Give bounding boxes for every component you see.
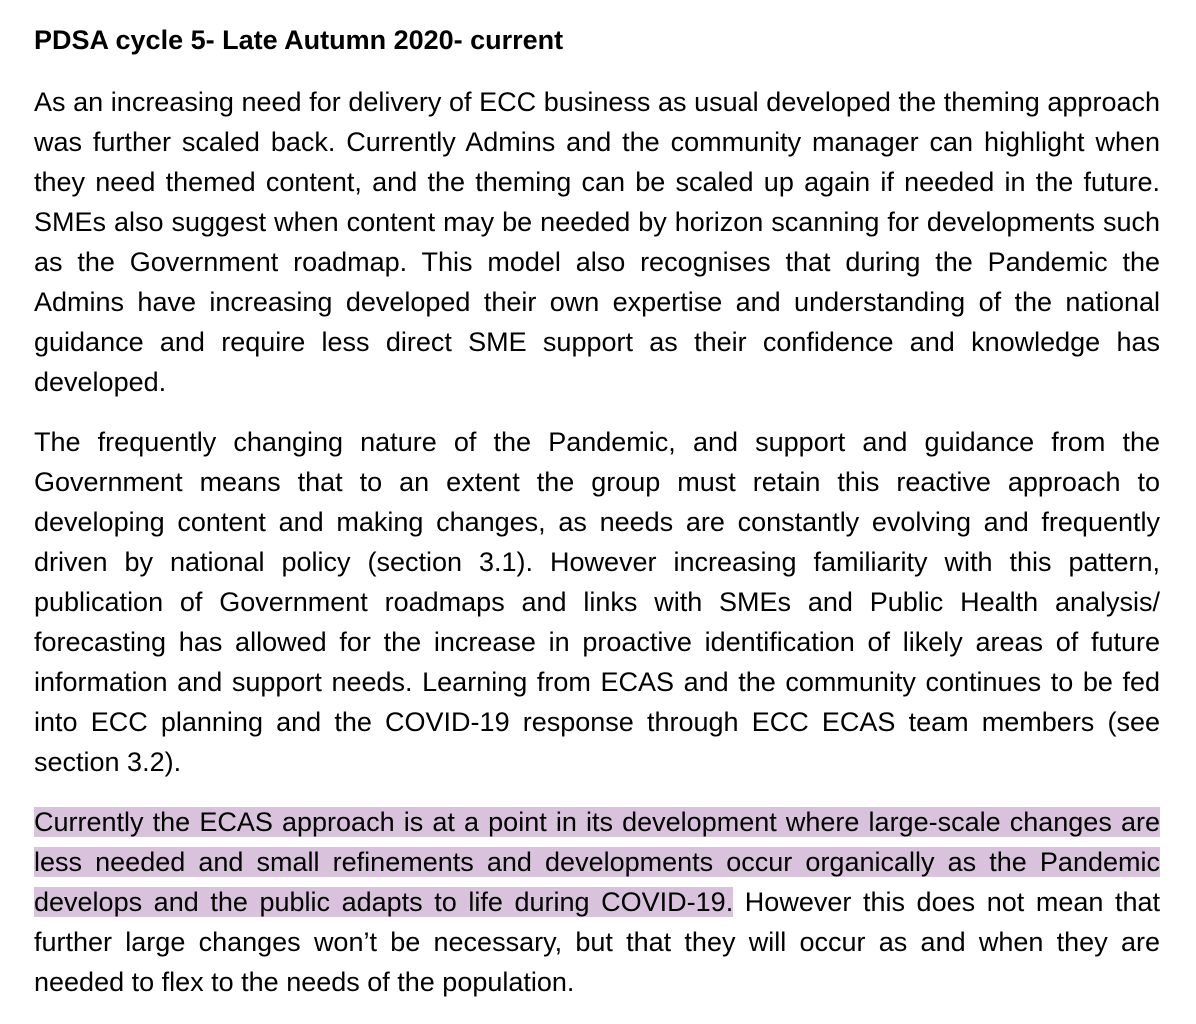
document-body bbox=[34, 20, 1160, 1022]
paragraph-reactive-approach: The frequently changing nature of the Pandemic, and support and guidance from the Government means that to an extent the group must retain this reactive approach to developing content and making changes, as needs are constantly evolving and frequently driven by national policy (section 3.1). However increasing familiarity with this pattern, publication of Government roadmaps and links with SMEs and Public Health analysis/ forecasting has allowed for the increase in proactive identification of likely areas of future information and support needs. Learning from ECAS and the community continues to be fed into ECC planning and the COVID-19 response through ECC ECAS team members (see section 3.2). bbox=[34, 427, 1160, 777]
highlighted-text: Currently the ECAS approach is at a point in its development where large-scale changes are less needed and small refinements and developments occur organically as the Pandemic develops and the public adapts to life during COVID-19. bbox=[34, 807, 1160, 917]
paragraph-remainder: However this does not mean that further large changes won’t be necessary, but that they will occur as and when they are needed to flex to the needs of the population. bbox=[34, 887, 1161, 997]
paragraph-current-state bbox=[34, 802, 1160, 1002]
paragraph-theming-approach: As an increasing need for delivery of ECC business as usual developed the theming approach was further scaled back. Currently Admins and the community manager can highlight when they need themed content, and the theming can be scaled up again if needed in the future. SMEs also suggest when content may be needed by horizon scanning for developments such as the Government roadmap. This model also recognises that during the Pandemic the Admins have increasing developed their own expertise and understanding of the national guidance and require less direct SME support as their confidence and knowledge has developed. bbox=[34, 87, 1160, 397]
section-heading: PDSA cycle 5- Late Autumn 2020- current bbox=[34, 25, 564, 55]
